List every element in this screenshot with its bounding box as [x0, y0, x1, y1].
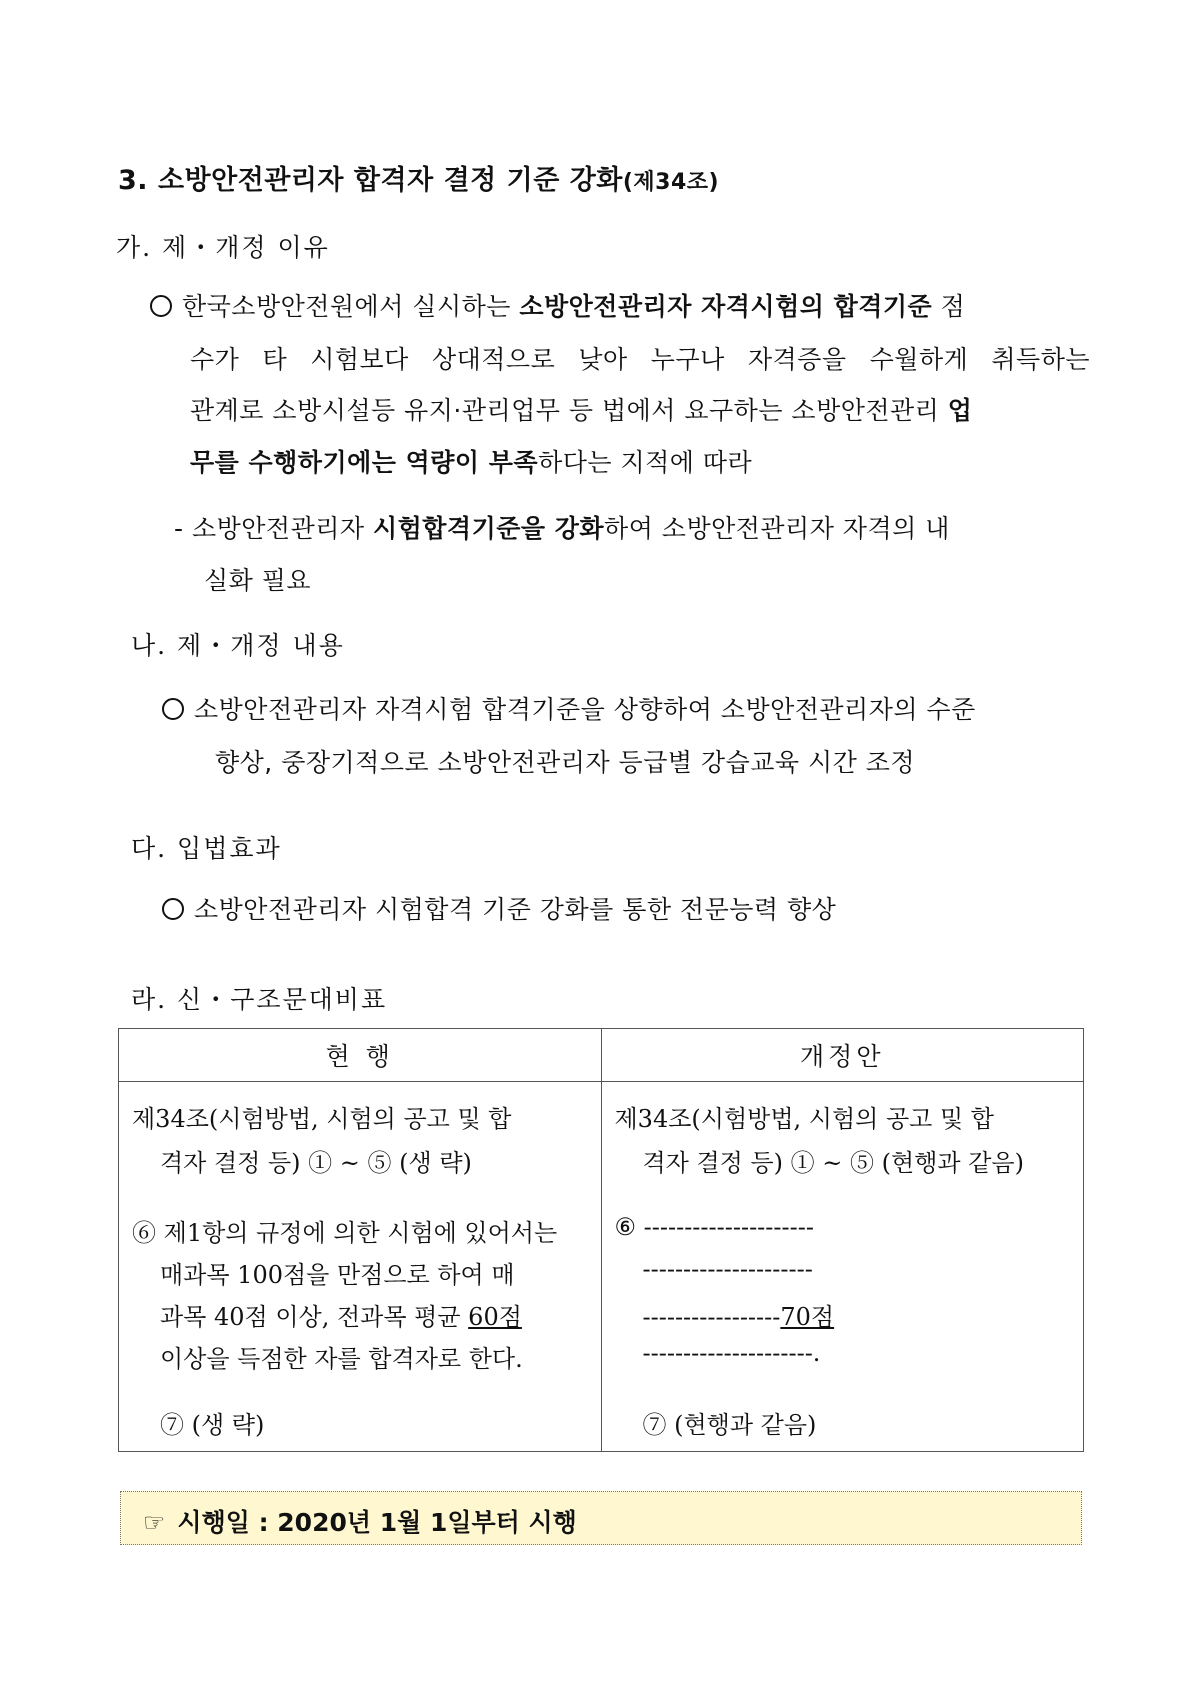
bullet-circle-icon: [162, 698, 184, 720]
section-a-bullet-line-3: 관계로 소방시설등 유지·관리업무 등 법에서 요구하는 소방안전관리 업: [190, 396, 973, 425]
page-title: 3. 소방안전관리자 합격자 결정 기준 강화(제34조): [118, 165, 720, 196]
comparison-table: [118, 1028, 1084, 1452]
revised-line: 제34조(시험방법, 시험의 공고 및 합: [614, 1105, 994, 1133]
revised-score-underlined: 70점: [780, 1303, 835, 1331]
revised-line: -----------------70점: [642, 1303, 835, 1331]
current-line: ⑥ 제1항의 규정에 의한 시험에 있어서는: [132, 1219, 558, 1247]
revised-line: ---------------------.: [642, 1339, 821, 1367]
section-c-heading: 다. 입법효과: [131, 834, 282, 863]
effective-date-notice: [120, 1491, 1082, 1545]
revised-line: ⑦ (현행과 같음): [642, 1411, 817, 1439]
effective-date-text: 시행일 : 2020년 1월 1일부터 시행: [177, 1508, 577, 1537]
current-text-cell: [119, 1082, 602, 1452]
revised-line: 격자 결정 등) ① ~ ⑤ (현행과 같음): [642, 1149, 1024, 1177]
section-b-heading: 나. 제・개정 내용: [131, 631, 345, 660]
current-line: 격자 결정 등) ① ~ ⑤ (생 략): [160, 1149, 472, 1177]
current-score-underlined: 60점: [468, 1303, 522, 1331]
current-line: 이상을 득점한 자를 합격자로 한다.: [160, 1345, 523, 1373]
bullet-circle-icon: [150, 295, 172, 317]
revised-line: ---------------------: [642, 1255, 813, 1283]
title-ref: (제34조): [622, 170, 720, 195]
section-a-heading: 가. 제・개정 이유: [116, 233, 330, 262]
section-d-heading: 라. 신・구조문대비표: [131, 985, 388, 1014]
section-a-bullet-line-4: 무를 수행하기에는 역량이 부족하다는 지적에 따라: [190, 448, 753, 477]
current-line: 제34조(시험방법, 시험의 공고 및 합: [132, 1105, 512, 1133]
pointing-hand-icon: ☞: [143, 1508, 166, 1537]
section-b-line-1: 소방안전관리자 자격시험 합격기준을 상향하여 소방안전관리자의 수준: [162, 690, 976, 726]
section-a-dash-line-1: - 소방안전관리자 시험합격기준을 강화하여 소방안전관리자 자격의 내: [174, 514, 950, 543]
current-line: ⑦ (생 략): [160, 1411, 265, 1439]
section-c-line-1: 소방안전관리자 시험합격 기준 강화를 통한 전문능력 향상: [162, 890, 836, 926]
section-a-dash-line-2: 실화 필요: [204, 566, 312, 595]
bullet-circle-icon: [162, 898, 184, 920]
column-header-revised: 개정안: [601, 1029, 1084, 1082]
revised-text-cell: [601, 1082, 1084, 1452]
section-b-line-2: 향상, 중장기적으로 소방안전관리자 등급별 강습교육 시간 조정: [215, 748, 916, 777]
revised-line: ⑥ ---------------------: [614, 1213, 814, 1241]
section-a-bullet-line-2: 수가 타 시험보다 상대적으로 낮아 누구나 자격증을 수월하게 취득하는: [190, 345, 1090, 374]
current-line: 과목 40점 이상, 전과목 평균 60점: [160, 1303, 522, 1331]
section-a-bullet-line-1: 한국소방안전원에서 실시하는 소방안전관리자 자격시험의 합격기준 점: [150, 287, 965, 323]
column-header-current: 현 행: [119, 1029, 602, 1082]
current-line: 매과목 100점을 만점으로 하여 매: [160, 1261, 515, 1289]
